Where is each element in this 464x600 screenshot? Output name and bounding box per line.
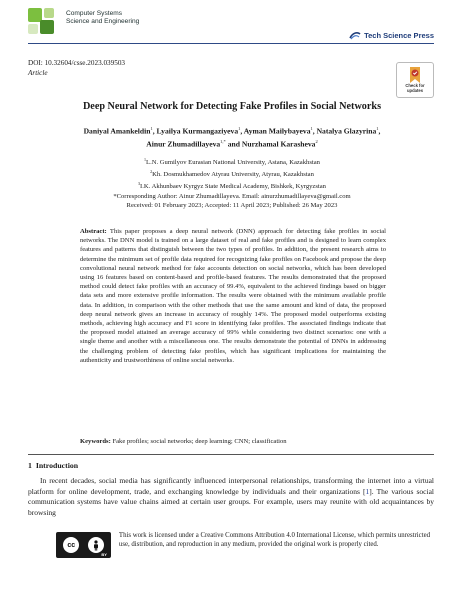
section-divider — [28, 454, 434, 455]
attribution-person-icon — [88, 537, 104, 553]
author-name: Daniyal Amankeldin — [83, 126, 151, 136]
section-number: 1 — [28, 461, 32, 470]
publication-dates: Received: 01 February 2023; Accepted: 11 April 2023; Published: 26 May 2023 — [126, 201, 338, 209]
author-name: Nurzhamal Karasheva — [241, 139, 316, 149]
publisher-logo — [349, 31, 434, 40]
author-name: Lyailya Kurmangaziyeva — [156, 126, 239, 136]
section-title: Introduction — [35, 461, 79, 470]
affiliations — [40, 155, 424, 210]
intro-paragraph: In recent decades, social media has significantly influenced interpersonal relationships, transforming the internet into a virtual platform for online development, trade, and exchanging knowledge by individuals and their organizations [1]. The various social communication systems have value chains aimed at certain user groups. For example, users may reunite with old acquaintances by browsing — [28, 476, 434, 517]
author-name: Ayman Mailybayeva — [243, 126, 311, 136]
journal-name-line1: Computer Systems — [66, 10, 123, 17]
section-heading — [28, 461, 78, 470]
bookmark-check-icon — [407, 66, 423, 84]
abstract-text: This paper proposes a deep neural network (DNN) approach for detecting fake profiles in social networks. The DNN model is trained on a large dataset of real and fake profiles and is designed to learn complex features and patterns that distinguish between the two types of profiles. In addition, the present research aims to determine the minimum set of profile data required for recognizing fake profiles on Facebook and propose the deep convolutional neural network method for fake accounts detection on social networks, which has been developed using 16 features based on content-based and profile-based features. The results demonstrated that the proposed method could detect fake profiles with an accuracy of 99.4%, equivalent to the achieved findings based on bigger data sets and more extensive profile information. The results were obtained with the minimum available profile data. In addition, in comparison with the other methods that use the same amount and kind of data, the proposed deep neural network gives an increase in accuracy of roughly 14%. The proposed model outperforms existing methods, achieving high accuracy and F1 score in identifying fake profiles. The associated findings indicate that the proposed model attained an average accuracy of 99% while considering two distinct scenarios: one with a single theme and another with a miscellaneous one. The results demonstrate the potential of DNNs in addressing the challenging problem of detecting fake profiles, which has significant implications for maintaining the authenticity and trustworthiness of online social networks. — [80, 228, 386, 364]
journal-name — [66, 10, 139, 26]
check-for-updates-button[interactable] — [396, 62, 434, 98]
affiliation: $^2$Kh. Dosmukhamedov Atyrau University, Atyrau, Kazakhstan — [150, 169, 314, 179]
check-for-updates-label: Check for updates — [405, 83, 425, 93]
affiliation: $^3$I.K. Akhunbaev Kyrgyz State Medical Academy, Bishkek, Kyrgyzstan — [138, 181, 326, 191]
journal-logo-icon — [28, 8, 62, 38]
cc-by-badge[interactable] — [56, 532, 111, 558]
citation-link[interactable]: 1 — [365, 486, 370, 496]
license-block — [56, 532, 434, 558]
publisher-name: Tech Science Press — [364, 31, 434, 40]
article-type: Article — [28, 69, 48, 77]
keywords-label: Keywords: — [80, 438, 111, 445]
author-joiner: and — [227, 139, 240, 149]
author-line-2: Ainur Zhumadillayeva$^{1,*}$ and Nurzhamal Karasheva$^2$ — [146, 139, 318, 149]
corresponding-author: *Corresponding Author: Ainur Zhumadillayeva. Email: ainurzhumadillayeva@gmail.com — [113, 192, 351, 200]
journal-logo — [28, 8, 139, 38]
author-name: Ainur Zhumadillayeva — [146, 139, 221, 149]
abstract — [80, 227, 386, 365]
cc-icon: cc — [63, 537, 79, 553]
keywords — [80, 437, 386, 446]
keywords-text: Fake profiles; social networks; deep learning; CNN; classification — [112, 438, 287, 445]
license-text: This work is licensed under a Creative Commons Attribution 4.0 International License, which permits unrestricted use, distribution, and reproduction in any medium, provided the original work is properly cited. — [118, 532, 430, 548]
cc-by-label: BY — [101, 552, 107, 557]
author-line-1: Daniyal Amankeldin$^1$, Lyailya Kurmangaziyeva$^1$, Ayman Mailybayeva$^1$, Natalya Glazyrina$^1$, — [83, 126, 381, 136]
journal-name-line2: Science and Engineering — [66, 18, 140, 25]
affiliation: $^1$L.N. Gumilyov Eurasian National University, Astana, Kazakhstan — [144, 157, 320, 167]
abstract-label: Abstract: — [80, 228, 107, 235]
publisher-swoosh-icon — [349, 31, 361, 40]
author-name: Natalya Glazyrina — [316, 126, 377, 136]
paper-title: Deep Neural Network for Detecting Fake Profiles in Social Networks — [82, 101, 382, 112]
author-list — [40, 124, 424, 150]
header-rule — [28, 43, 434, 44]
doi[interactable]: DOI: 10.32604/csse.2023.039503 — [28, 59, 126, 67]
